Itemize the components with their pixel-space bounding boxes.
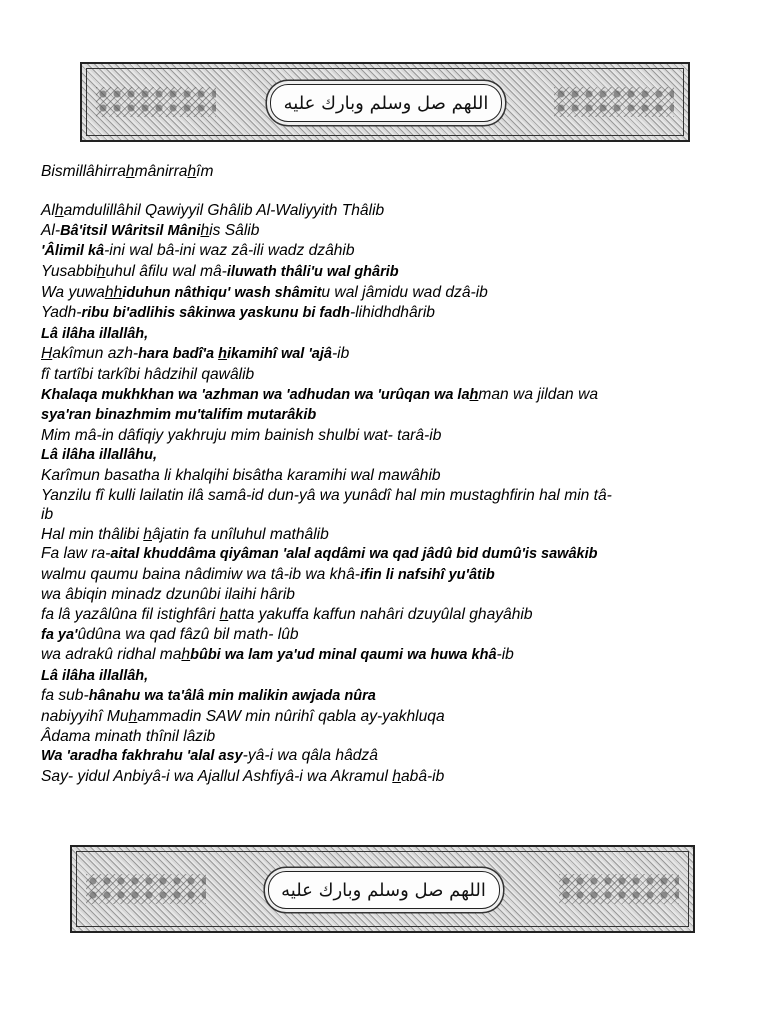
text-line: [41, 262, 721, 283]
text-line: [41, 645, 721, 666]
text-segment: Mim mâ-in dâfiqiy yakhruju mim bainish shulbi wat- tarâ-ib: [41, 426, 442, 444]
text-line: [41, 344, 721, 365]
text-segment: Lâ ilâha illallâh,: [41, 325, 149, 342]
text-segment: wa âbiqin minadz dzunûbi ilaihi hârib: [41, 586, 295, 604]
banner-arabic-text: اللهم صل وسلم وبارك عليه: [283, 92, 489, 114]
banner-ornament-left: [96, 87, 216, 117]
text-segment: sya'ran binazhmim mu'talifim mutarâkib: [41, 407, 317, 424]
text-segment: abâ-ib: [400, 767, 445, 785]
banner-ornament-right: [554, 87, 674, 117]
text-segment: man wa jildan wa: [478, 385, 599, 403]
text-line: [41, 666, 721, 687]
text-segment: h: [143, 525, 152, 543]
text-segment: Lâ ilâha illallâhu,: [41, 447, 158, 464]
text-segment: -lihidhdhârib: [350, 304, 435, 322]
text-segment: h: [54, 202, 64, 220]
text-line: [41, 727, 721, 747]
text-line: [41, 365, 721, 385]
text-line: [41, 445, 721, 466]
text-segment: aital khuddâma qiyâman 'alal aqdâmi wa qad jâdû bid dumû'is sawâkib: [110, 546, 598, 563]
text-line: [41, 767, 721, 787]
text-segment: h: [219, 606, 229, 624]
blank-line: [41, 182, 721, 202]
text-segment: h: [392, 767, 401, 785]
text-segment: ribu bi'adlihis sâkinwa yaskunu bi fadh: [81, 305, 351, 322]
footer-ornament-banner: [70, 845, 695, 933]
text-line: [41, 162, 721, 182]
text-segment: Say- yidul Anbiyâ-i wa Ajallul Ashfiyâ-i wa Akramul: [41, 767, 393, 785]
text-segment: h: [200, 221, 210, 239]
text-line: [41, 466, 721, 486]
text-line: [41, 585, 721, 605]
text-segment: ib: [41, 506, 54, 524]
text-line: [41, 201, 721, 221]
text-segment: h: [125, 163, 135, 180]
text-segment: hh: [104, 283, 123, 301]
text-segment: bûbi wa lam ya'ud minal qaumi wa huwa khâ: [190, 647, 497, 664]
text-segment: îm: [196, 163, 214, 180]
text-line: [41, 544, 721, 565]
text-segment: Yadh-: [41, 304, 82, 322]
text-segment: fa lâ yazâlûna fil istighfâri: [41, 606, 220, 624]
text-segment: mânirra: [134, 163, 188, 180]
text-segment: walmu qaumu baina nâdimiw wa tâ-ib wa khâ-: [41, 565, 360, 583]
text-line: [41, 324, 721, 345]
banner-ornament-left: [86, 874, 206, 904]
text-segment: H: [41, 345, 53, 363]
text-segment: amdulillâhil Qawiyyil Ghâlib Al-Waliyyith Thâlib: [63, 202, 385, 220]
text-segment: h: [218, 346, 227, 363]
text-segment: uhul âfilu wal mâ-: [105, 262, 227, 280]
document-body: [41, 162, 721, 786]
text-line: [41, 486, 721, 506]
text-segment: Lâ ilâha illallâh,: [41, 667, 149, 684]
text-segment: Âdama minath thînil lâzib: [41, 727, 216, 745]
text-line: [41, 505, 721, 525]
text-segment: ûdûna wa qad fâzû bil math- lûb: [77, 625, 299, 643]
text-segment: Bismillâhirra: [41, 163, 126, 180]
text-segment: iluwath thâli'u wal ghârib: [226, 263, 399, 280]
text-line: [41, 625, 721, 646]
text-line: [41, 221, 721, 242]
text-segment: Al-: [41, 221, 61, 239]
header-ornament-banner: [80, 62, 690, 142]
text-segment: Khalaqa mukhkhan wa 'azhman wa 'adhudan wa 'urûqan wa la: [41, 386, 470, 403]
text-segment: âjatin fa unîluhul mathâlib: [151, 525, 329, 543]
text-segment: Wa 'aradha fakhrahu 'alal asy: [41, 748, 243, 765]
text-segment: Wa yuwa: [41, 283, 105, 301]
text-segment: wa adrakû ridhal ma: [41, 646, 182, 664]
text-line: [41, 385, 721, 406]
text-segment: ikamihî wal 'ajâ: [226, 346, 332, 363]
text-segment: Karîmun basatha li khalqihi bisâtha karamihi wal mawâhib: [41, 466, 441, 484]
text-segment: -ini wal bâ-ini waz zâ-ili wadz dzâhib: [104, 242, 355, 260]
text-segment: is Sâlib: [209, 221, 260, 239]
text-segment: fa sub-: [41, 687, 89, 705]
text-segment: h: [187, 163, 197, 180]
text-segment: ammadin SAW min nûrihî qabla ay-yakhluqa: [137, 708, 445, 726]
text-segment: akîmun azh-: [52, 345, 139, 363]
text-line: [41, 746, 721, 767]
text-segment: hara badî'a: [138, 346, 219, 363]
text-line: [41, 426, 721, 446]
banner-cartouche: [268, 871, 500, 909]
text-segment: ifin li nafsihî yu'âtib: [359, 566, 495, 583]
text-segment: iduhun nâthiqu' wash shâmit: [122, 284, 322, 301]
text-segment: hânahu wa ta'âlâ min malikin awjada nûra: [88, 688, 376, 705]
text-line: [41, 303, 721, 324]
banner-arabic-text: اللهم صل وسلم وبارك عليه: [281, 879, 486, 901]
text-segment: Hal min thâlibi: [41, 525, 144, 543]
banner-cartouche: [270, 84, 502, 122]
text-segment: fa ya': [41, 626, 78, 643]
text-line: [41, 525, 721, 545]
text-segment: Fa law ra-: [41, 545, 111, 563]
text-segment: u wal jâmidu wad dzâ-ib: [321, 283, 488, 301]
text-segment: atta yakuffa kaffun nahâri dzuyûlal ghayâhib: [228, 606, 533, 624]
text-segment: h: [181, 646, 191, 664]
text-segment: Yanzilu fî kulli lailatin ilâ samâ-id dun-yâ wa yunâdî hal min mustaghfirin hal min tâ-: [41, 486, 612, 504]
text-segment: nabiyyihî Mu: [41, 708, 129, 726]
text-segment: fî tartîbi tarkîbi hâdzihil qawâlib: [41, 365, 255, 383]
text-segment: Al: [41, 202, 55, 220]
text-line: [41, 241, 721, 262]
text-segment: h: [128, 708, 138, 726]
banner-ornament-right: [559, 874, 679, 904]
text-segment: -ib: [496, 646, 514, 664]
text-segment: 'Âlimil kâ: [41, 243, 105, 260]
text-segment: h: [96, 262, 106, 280]
text-segment: Bâ'itsil Wâritsil Mâni: [60, 222, 201, 239]
text-line: [41, 283, 721, 304]
text-line: [41, 565, 721, 586]
text-segment: h: [469, 386, 479, 403]
text-segment: Yusabbi: [41, 262, 97, 280]
text-line: [41, 405, 721, 426]
text-segment: -yâ-i wa qâla hâdzâ: [242, 747, 378, 765]
text-line: [41, 686, 721, 707]
text-line: [41, 707, 721, 727]
text-segment: -ib: [331, 345, 350, 363]
text-line: [41, 605, 721, 625]
